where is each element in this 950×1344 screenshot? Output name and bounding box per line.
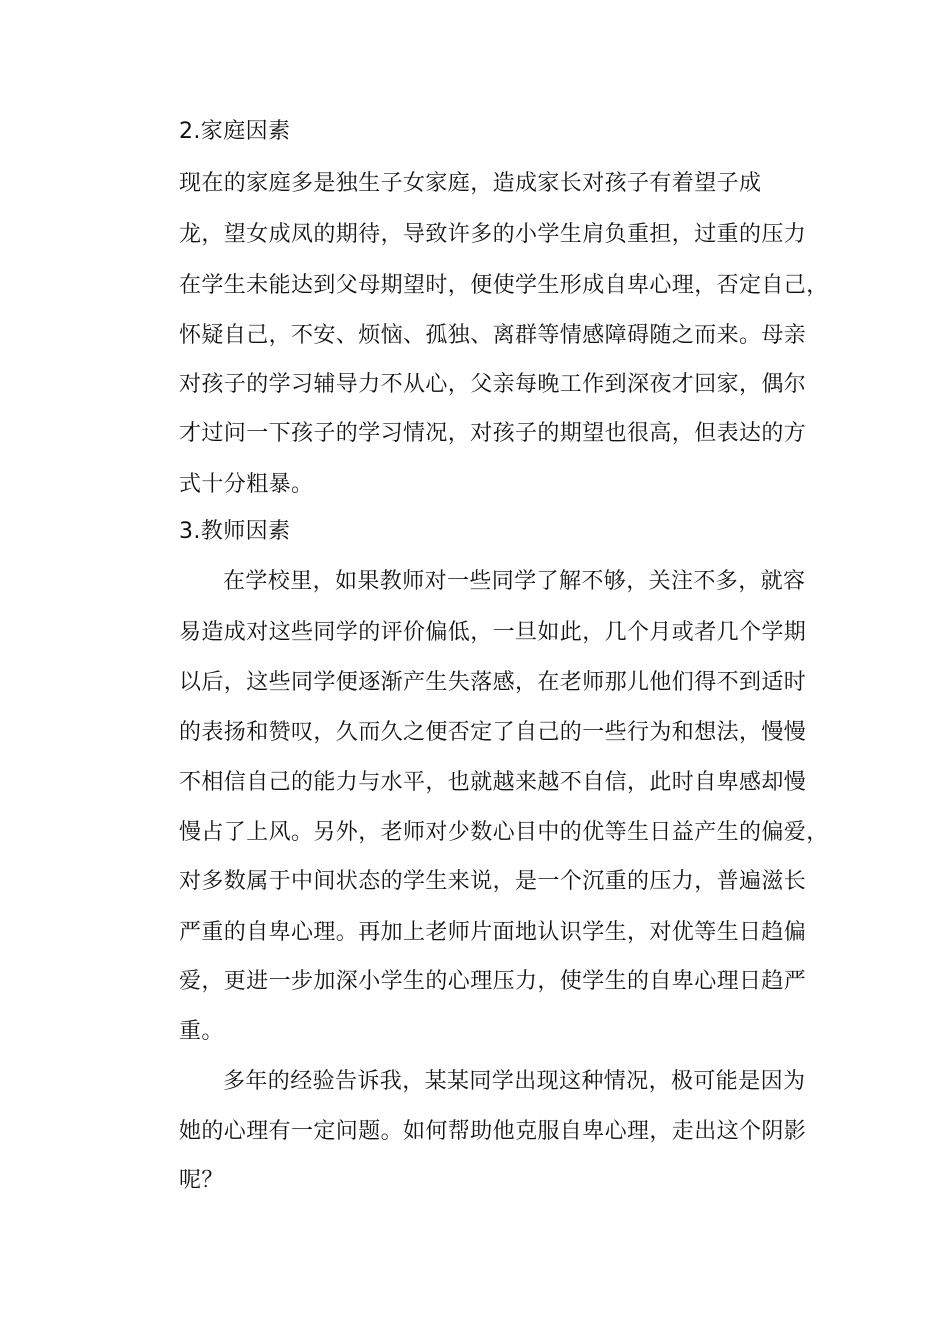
paragraph-line: 呢？ [179,1168,224,1193]
paragraph-line: 怀疑自己，不安、烦恼、孤独、离群等情感障碍随之而来。母亲 [179,323,807,348]
paragraph-line: 对多数属于中间状态的学生来说，是一个沉重的压力，普遍滋长 [179,869,807,894]
paragraph-line: 多年的经验告诉我，某某同学出现这种情况，极可能是因为 [223,1069,806,1094]
paragraph-line: 的表扬和赞叹，久而久之便否定了自己的一些行为和想法，慢慢 [179,720,807,745]
paragraph-line: 不相信自己的能力与水平，也就越来越不自信，此时自卑感却慢 [179,770,807,795]
paragraph-line: 易造成对这些同学的评价偏低，一旦如此，几个月或者几个学期 [179,620,807,645]
paragraph-line: 才过问一下孩子的学习情况，对孩子的期望也很高，但表达的方 [179,421,807,446]
paragraph-line: 重。 [179,1019,224,1044]
paragraph-line: 以后，这些同学便逐渐产生失落感，在老师那儿他们得不到适时 [179,670,807,695]
paragraph-line: 严重的自卑心理。再加上老师片面地认识学生，对优等生日趋偏 [179,920,807,945]
section-heading-teacher-factors: 3.教师因素 [179,519,291,544]
paragraph-line: 龙，望女成凤的期待，导致许多的小学生肩负重担，过重的压力 [179,222,807,247]
paragraph-line: 在学生未能达到父母期望时，便使学生形成自卑心理，否定自己， [179,273,829,298]
paragraph-line: 现在的家庭多是独生子女家庭，造成家长对孩子有着望子成 [179,171,762,196]
paragraph-line: 式十分粗暴。 [179,472,314,497]
paragraph-line: 在学校里，如果教师对一些同学了解不够，关注不多，就容 [223,569,806,594]
paragraph-line: 爱，更进一步加深小学生的心理压力，使学生的自卑心理日趋严 [179,969,807,994]
paragraph-line: 对孩子的学习辅导力不从心，父亲每晚工作到深夜才回家，偶尔 [179,372,807,397]
paragraph-line: 她的心理有一定问题。如何帮助他克服自卑心理，走出这个阴影 [179,1119,807,1144]
paragraph-line: 慢占了上风。另外，老师对少数心目中的优等生日益产生的偏爱， [179,820,829,845]
section-heading-family-factors: 2.家庭因素 [179,119,291,144]
